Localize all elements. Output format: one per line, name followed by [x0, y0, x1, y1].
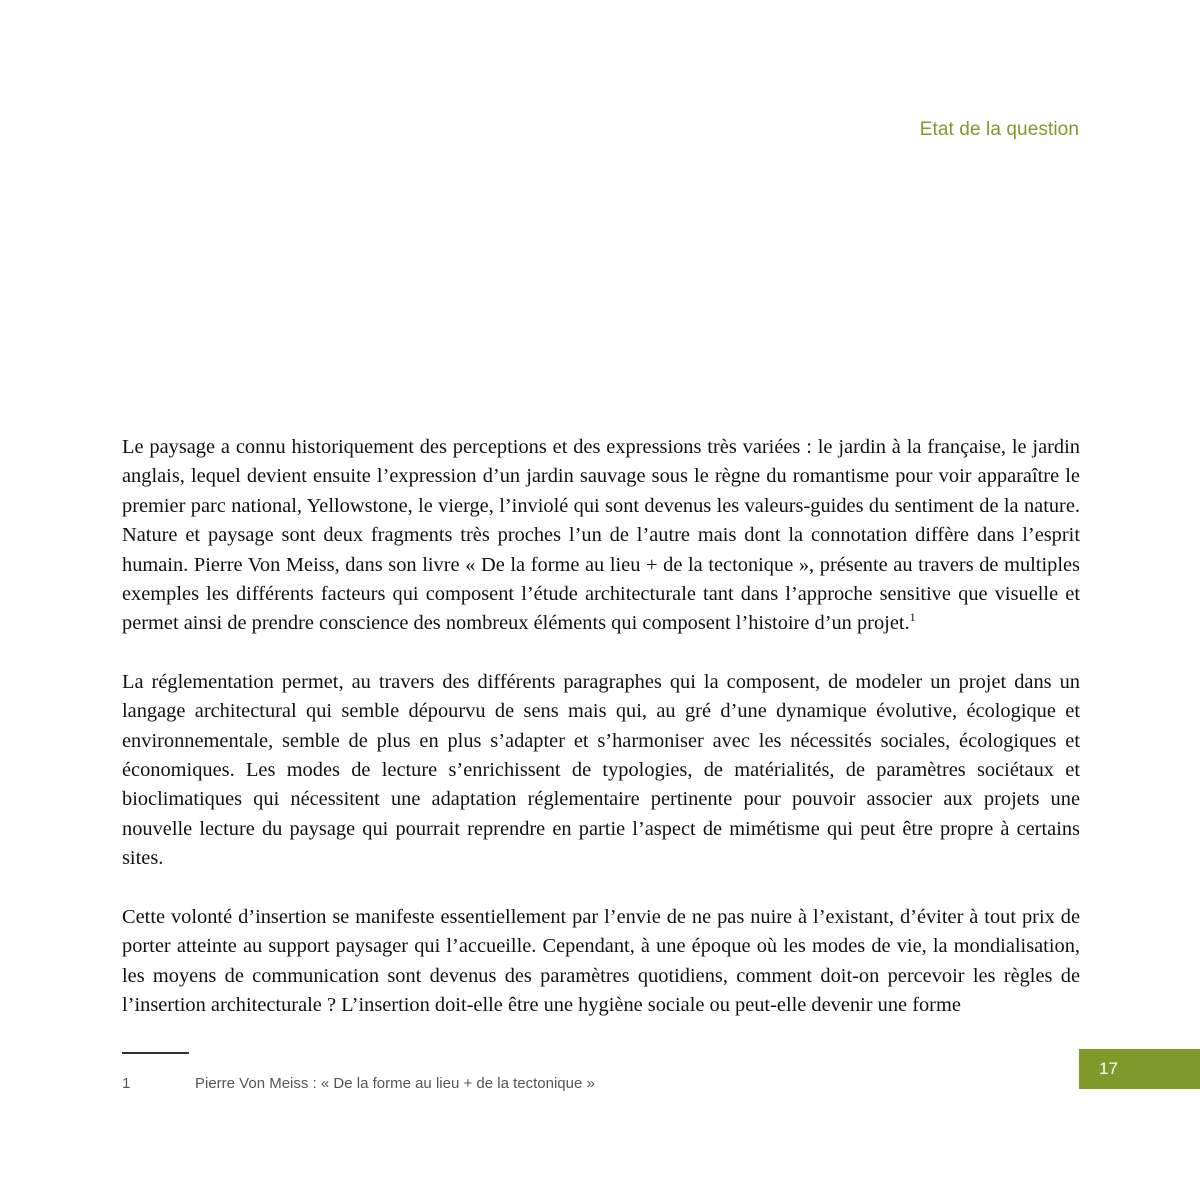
footnote: [122, 1075, 595, 1092]
paragraph-1-text: Le paysage a connu historiquement des perceptions et des expressions très variées : le jardin à la française, le jardin anglais, lequel devient ensuite l’expression d’un jardin sauvage sous le règne du romantisme pour voir apparaître le premier parc national, Yellowstone, le vierge, l’inviolé qui sont devenus les valeurs-guides du sentiment de la nature. Nature et paysage sont deux fragments très proches l’un de l’autre mais dont la connotation diffère dans l’esprit humain. Pierre Von Meiss, dans son livre « De la forme au lieu + de la tectonique », présente au travers de multiples exemples les différents facteurs qui composent l’étude architecturale tant dans l’approche sensitive que visuelle et permet ainsi de prendre conscience des nombreux éléments qui composent l’histoire d’un projet.: [122, 436, 1080, 635]
paragraph-3: Cette volonté d’insertion se manifeste essentiellement par l’envie de ne pas nuire à l’existant, d’éviter à tout prix de porter atteinte au support paysager qui l’accueille. Cependant, à une époque où les modes de vie, la mondialisation, les moyens de communication sont devenus des paramètres quotidiens, comment doit-on percevoir les règles de l’insertion architecturale ? L’insertion doit-elle être une hygiène sociale ou peut-elle devenir une forme: [122, 905, 1080, 1016]
page-number-tab: [1079, 1049, 1200, 1089]
main-text: [122, 433, 1080, 1049]
paragraph-1: [122, 433, 1080, 639]
page-number: 17: [1099, 1059, 1118, 1078]
footnote-reference[interactable]: 1: [909, 610, 916, 625]
paragraph-2: La réglementation permet, au travers des différents paragraphes qui la composent, de modeler un projet dans un langage architectural qui semble dépourvu de sens mais qui, au gré d’une dynamique évolutive, écologique et environnementale, semble de plus en plus s’adapter et s’harmoniser avec les nécessités sociales, écologiques et économiques. Les modes de lecture s’enrichissent de typologies, de matérialités, de paramètres sociétaux et bioclimatiques qui nécessitent une adaptation réglementaire pertinente pour pouvoir associer aux projets une nouvelle lecture du paysage qui pourrait reprendre en partie l’aspect de mimétisme qui peut être propre à certains sites.: [122, 670, 1080, 870]
footnote-number: 1: [122, 1075, 131, 1092]
footnote-divider: [122, 1052, 189, 1054]
footnote-text: Pierre Von Meiss : « De la forme au lieu + de la tectonique »: [195, 1075, 595, 1092]
section-title: Etat de la question: [919, 119, 1079, 140]
